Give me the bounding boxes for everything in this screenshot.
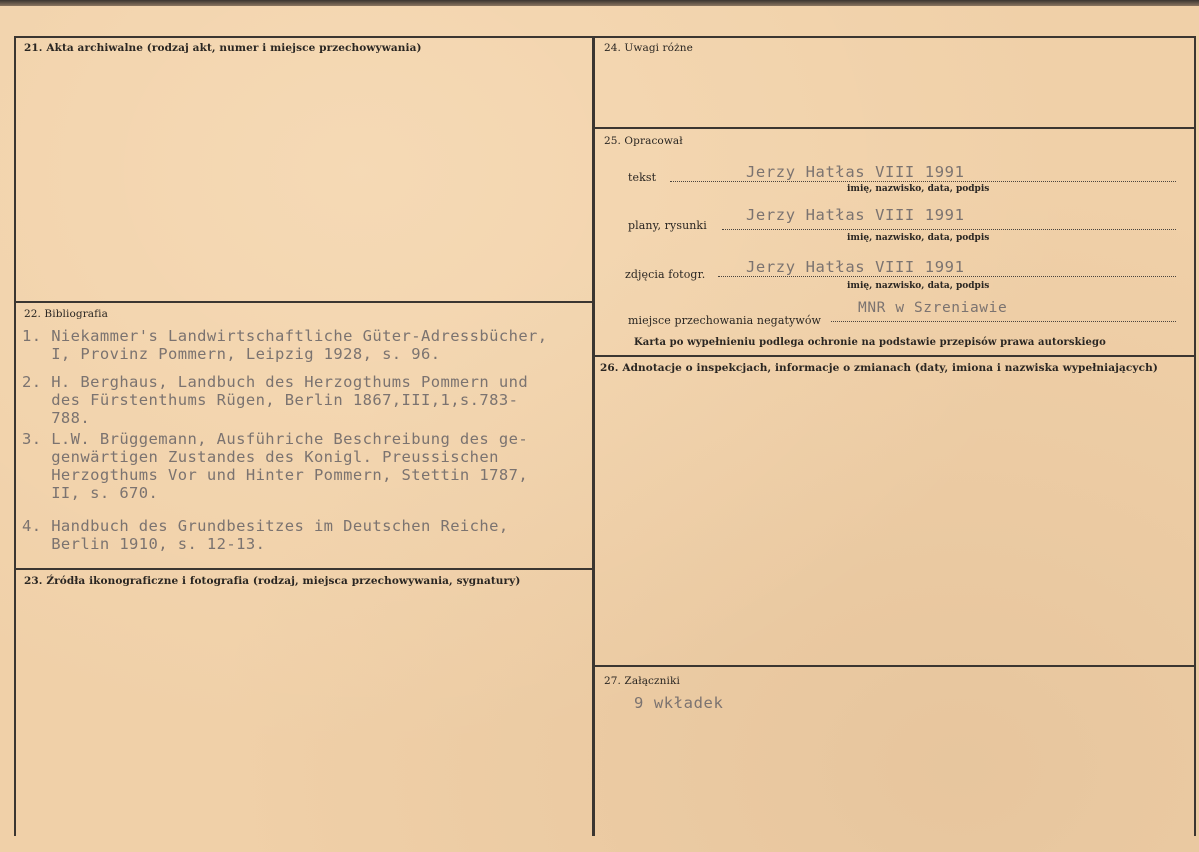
tekst-label: tekst (628, 171, 657, 184)
zdjecia-value: Jerzy Hatłas VIII 1991 (746, 258, 965, 276)
divider-26-27 (594, 665, 1196, 667)
paper-top-edge (0, 0, 1199, 6)
section-21-label: 21. Akta archiwalne (rodzaj akt, numer i miejsce przechowywania) (24, 42, 422, 54)
negatywy-value: MNR w Szreniawie (858, 300, 1008, 316)
zdjecia-caption: imię, nazwisko, data, podpis (847, 281, 990, 291)
frame-right (1194, 36, 1196, 836)
plany-label: plany, rysunki (628, 219, 707, 232)
negatywy-label: miejsce przechowania negatywów (628, 314, 822, 327)
plany-value: Jerzy Hatłas VIII 1991 (746, 206, 965, 224)
zalaczniki-value: 9 wkładek (634, 694, 724, 712)
plany-caption: imię, nazwisko, data, podpis (847, 233, 990, 243)
section-25-label: 25. Opracował (604, 135, 683, 147)
frame-top (14, 36, 1196, 38)
copyright-notice: Karta po wypełnieniu podlega ochronie na podstawie przepisów prawa autorskiego (634, 337, 1106, 348)
section-22-label: 22. Bibliografia (24, 308, 108, 320)
section-23-label: 23. Źródła ikonograficzne i fotografia (rodzaj, miejsca przechowywania, sygnatury) (24, 575, 521, 587)
divider-22-23 (14, 568, 594, 570)
zdjecia-line (718, 276, 1176, 277)
tekst-line (670, 181, 1176, 182)
divider-25-26 (594, 355, 1196, 357)
tekst-caption: imię, nazwisko, data, podpis (847, 184, 990, 194)
zdjecia-label: zdjęcia fotogr. (625, 268, 706, 281)
section-26-label: 26. Adnotacje o inspekcjach, informacje o zmianach (daty, imiona i nazwiska wypełniających) (600, 362, 1158, 374)
plany-line (722, 229, 1176, 230)
tekst-value: Jerzy Hatłas VIII 1991 (746, 163, 965, 181)
bibliography-entry-3: 3. L.W. Brüggemann, Ausführiche Beschreibung des ge- genwärtigen Zustandes des Konigl. Preussischen Herzogthums Vor und Hinter Pommern, Stettin 1787, II, s. 670. (22, 430, 529, 502)
bibliography-entry-1: 1. Niekammer's Landwirtschaftliche Güter-Adressbücher, I, Provinz Pommern, Leipzig 1928, s. 96. (22, 327, 548, 363)
frame-left (14, 36, 16, 836)
divider-24-25 (594, 127, 1196, 129)
negatywy-line (831, 321, 1176, 322)
section-27-label: 27. Załączniki (604, 675, 680, 687)
bibliography-entry-4: 4. Handbuch des Grundbesitzes im Deutschen Reiche, Berlin 1910, s. 12-13. (22, 517, 509, 553)
divider-21-22 (14, 301, 594, 303)
center-divider (592, 36, 595, 836)
section-24-label: 24. Uwagi różne (604, 42, 693, 54)
bibliography-entry-2: 2. H. Berghaus, Landbuch des Herzogthums Pommern und des Fürstenthums Rügen, Berlin 1867,III,1,s.783- 788. (22, 373, 529, 427)
